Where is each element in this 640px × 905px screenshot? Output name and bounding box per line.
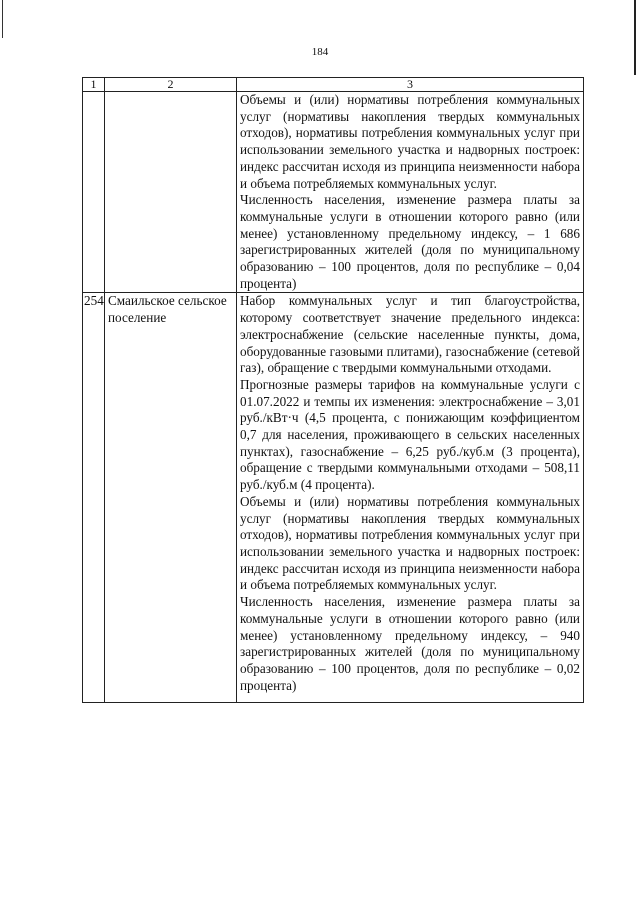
scan-edge-mark-right [634,0,636,75]
paragraph-services: Набор коммунальных услуг и тип благоустройства, которому соответствует значение предельного индекса: электроснабжение (сельские населенные пункты, дома, оборудованные газовыми плитами), газоснабжение (сетевой газ), обращение с твердыми коммунальными отходами. [240,293,580,376]
tariff-table [82,77,584,703]
paragraph-volumes: Объемы и (или) нормативы потребления коммунальных услуг (нормативы накопления твердых коммунальных отходов), нормативы потребления коммунальных услуг при использовании земельного участка и надворных построек: индекс рассчитан исходя из принципа неизменности набора и объема потребляемых коммунальных услуг. [240,493,580,593]
row-254-text-cell [237,293,584,703]
header-col-1: 1 [83,78,105,92]
page-number: 184 [311,46,329,58]
table-row-continued [83,92,584,293]
table-row-254 [83,293,584,703]
continued-name-cell [105,92,237,293]
paragraph-volumes: Объемы и (или) нормативы потребления коммунальных услуг (нормативы накопления твердых коммунальных отходов), нормативы потребления коммунальных услуг при использовании земельного участка и надворных построек: индекс рассчитан исходя из принципа неизменности набора и объема потребляемых коммунальных услуг. [240,92,580,191]
settlement-name: Смаильское сельское поселение [105,293,237,703]
continued-text-cell [237,92,584,293]
paragraph-population: Численность населения, изменение размера платы за коммунальные услуги в отношении которого равно (или менее) установленному предельному индексу, – 1 686 зарегистрированных жителей (доля по муниципальному образованию – 100 процентов, доля по республике – 0,04 процента) [240,192,580,291]
header-col-2: 2 [105,78,237,92]
scan-edge-mark [2,0,3,38]
header-col-3: 3 [237,78,584,92]
continued-num-cell [83,92,105,293]
header-row [83,78,584,92]
paragraph-population: Численность населения, изменение размера платы за коммунальные услуги в отношении которого равно (или менее) установленному предельному индексу, – 940 зарегистрированных жителей (доля по муниципальному образованию – 100 процентов, доля по республике – 0,02 процента) [240,594,580,693]
paragraph-tariffs: Прогнозные размеры тарифов на коммунальные услуги с 01.07.2022 и темпы их изменения: электроснабжение – 3,01 руб./кВт·ч (4,5 процента, с понижающим коэффициентом 0,7 для населения, проживающего в сельских населенных пунктах), газоснабжение – 6,25 руб./куб.м (3 процента), обращение с твердыми коммунальными отходами – 508,11 руб./куб.м (4 процента). [240,376,580,493]
cell-bottom-gap [240,694,580,702]
row-number: 254 [83,293,105,703]
